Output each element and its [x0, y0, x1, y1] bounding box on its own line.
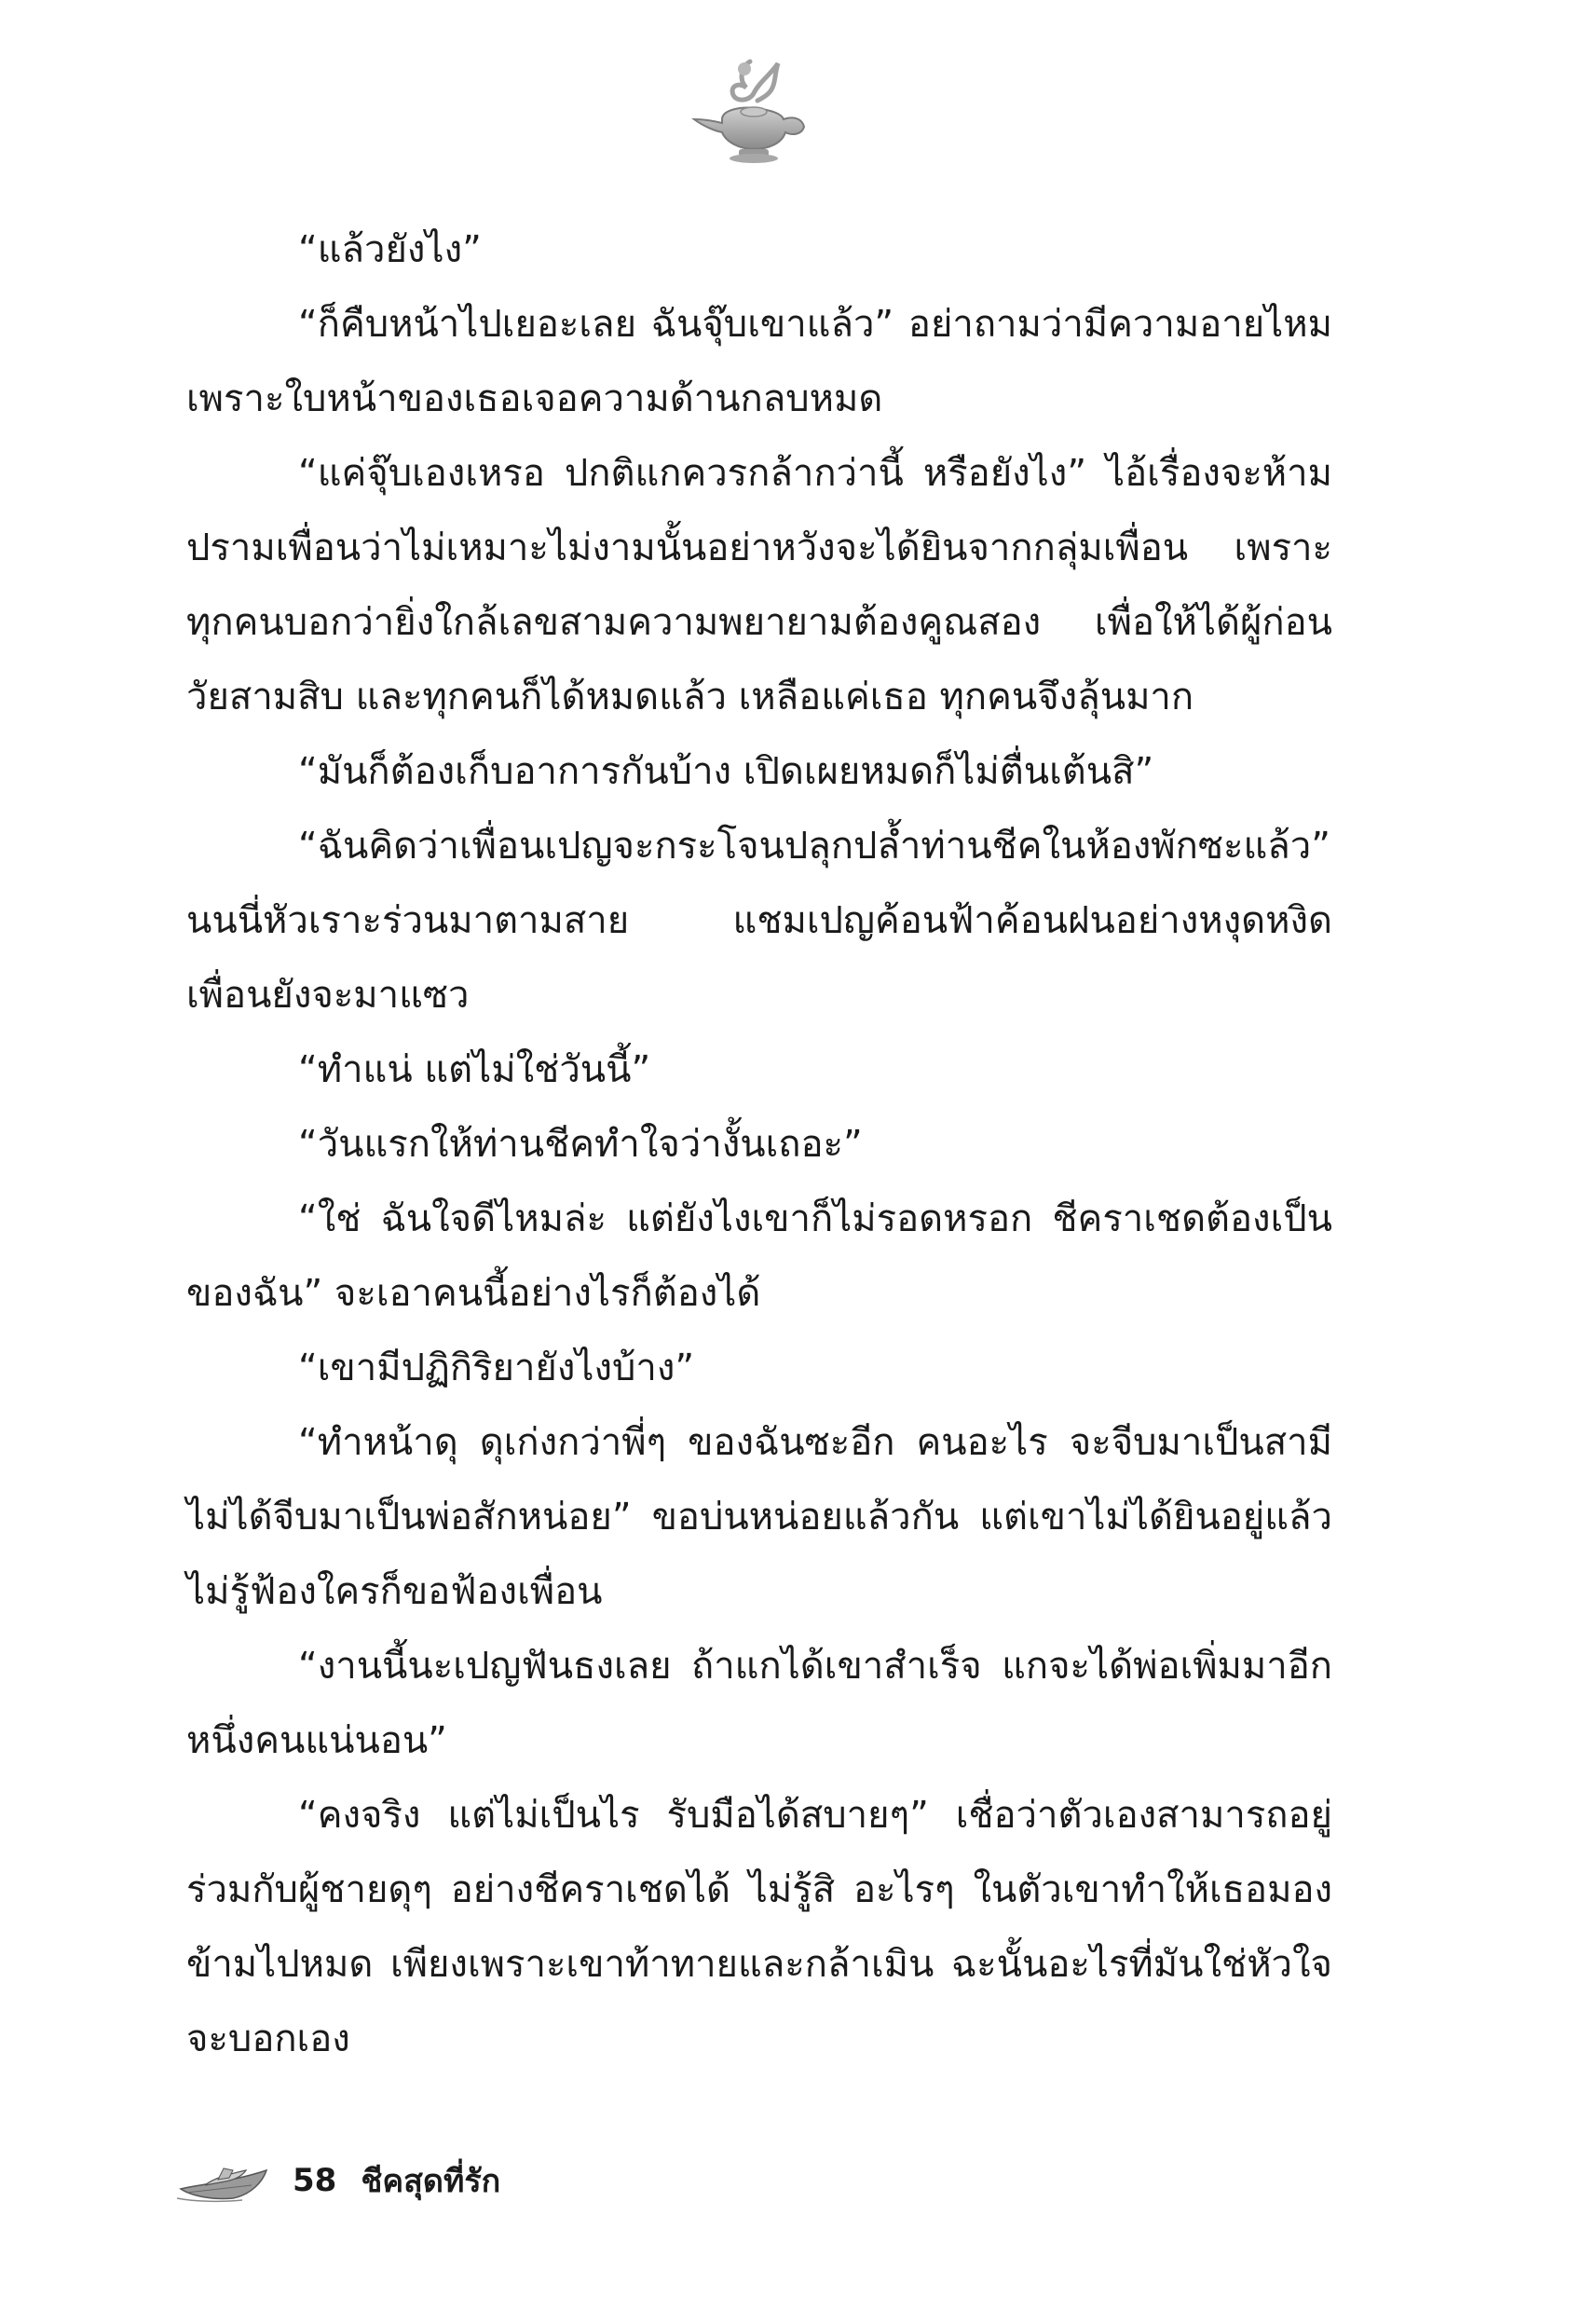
paragraph: “ก็คืบหน้าไปเยอะเลย ฉันจุ๊บเขาแล้ว” อย่าถามว่ามีความอายไหม เพราะใบหน้าของเธอเจอความด้านกลบหมด: [186, 303, 1332, 420]
paragraph: “ใช่ ฉันใจดีไหมล่ะ แต่ยังไงเขาก็ไม่รอดหรอก ชีคราเชดต้องเป็นของฉัน” จะเอาคนนี้อย่างไรก็ต้องได้: [186, 1197, 1332, 1315]
header-ornament: [685, 54, 825, 166]
paragraph: “แล้วยังไง”: [298, 228, 482, 271]
paragraph: “วันแรกให้ท่านชีคทำใจว่างั้นเถอะ”: [298, 1123, 863, 1166]
book-title: ชีคสุดที่รัก: [361, 2163, 501, 2200]
paragraph: “คงจริง แต่ไม่เป็นไร รับมือได้สบายๆ” เชื่อว่าตัวเองสามารถอยู่ร่วมกับผู้ชายดุๆ อย่างชีคราเชดได้ ไม่รู้สิ อะไรๆ ในตัวเขาทำให้เธอมองข้ามไปหมด เพียงเพราะเขาท้าทายและกล้าเมิน ฉะนั้นอะไรที่มันใช่หัวใจจะบอกเอง: [186, 1794, 1332, 2060]
paragraph: “ฉันคิดว่าเพื่อนเปญจะกระโจนปลุกปล้ำท่านชีคในห้องพักซะแล้ว” นนนี่หัวเราะร่วนมาตามสาย แชมเปญค้อนฟ้าค้อนฝนอย่างหงุดหงิด เพื่อนยังจะมาแซว: [186, 825, 1332, 1017]
genie-lamp-icon: [685, 54, 825, 166]
page-number: 58: [293, 2162, 337, 2199]
paragraph: “ทำแน่ แต่ไม่ใช่วันนี้”: [298, 1048, 651, 1091]
paragraph: “ทำหน้าดุ ดุเก่งกว่าพี่ๆ ของฉันซะอีก คนอะไร จะจีบมาเป็นสามีไม่ได้จีบมาเป็นพ่อสักหน่อย” ขอบ่นหน่อยแล้วกัน แต่เขาไม่ได้ยินอยู่แล้ว ไม่รู้ฟ้องใครก็ขอฟ้องเพื่อน: [186, 1421, 1332, 1613]
yacht-icon: [177, 2157, 270, 2204]
paragraph: “แค่จุ๊บเองเหรอ ปกติแกควรกล้ากว่านี้ หรือยังไง” ไอ้เรื่องจะห้ามปรามเพื่อนว่าไม่เหมาะไม่งามนั้นอย่าหวังจะได้ยินจากกลุ่มเพื่อน เพราะทุกคนบอกว่ายิ่งใกล้เลขสามความพยายามต้องคูณสอง เพื่อให้ได้ผู้ก่อนวัยสามสิบ และทุกคนก็ได้หมดแล้ว เหลือแค่เธอ ทุกคนจึงลุ้นมาก: [186, 452, 1332, 718]
body-text: [186, 212, 1332, 2076]
paragraph: “เขามีปฏิกิริยายังไงบ้าง”: [298, 1347, 695, 1389]
paragraph: “มันก็ต้องเก็บอาการกันบ้าง เปิดเผยหมดก็ไม่ตื่นเต้นสิ”: [298, 750, 1154, 793]
page-footer: [177, 2143, 500, 2218]
paragraph: “งานนี้นะเปญฟันธงเลย ถ้าแกได้เขาสำเร็จ แกจะได้พ่อเพิ่มมาอีกหนึ่งคนแน่นอน”: [186, 1645, 1332, 1762]
